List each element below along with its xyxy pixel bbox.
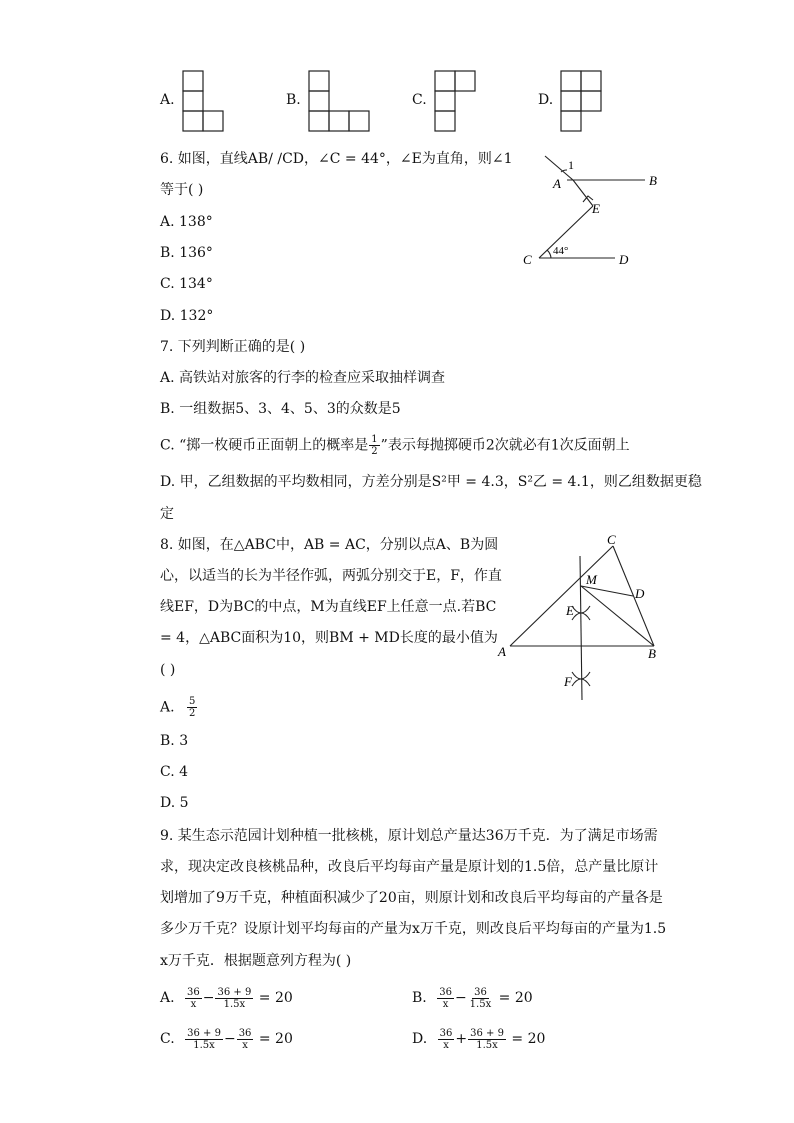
q9-option-c-frac1-num: 36 + 9 <box>187 1027 221 1039</box>
q9-option-c-frac1 <box>185 1028 223 1051</box>
q9-option-c-frac2 <box>237 1028 254 1051</box>
q6-option-b: B. 136° <box>160 245 213 261</box>
q8-stem-line4: = 4，△ABC面积为10，则BM + MD长度的最小值为 <box>160 630 498 646</box>
q8-stem-line2: 心，以适当的长为半径作弧，两弧分别交于E，F，作直 <box>160 568 502 584</box>
q8-segment-md <box>581 586 633 596</box>
q8-label-e: E <box>566 603 574 618</box>
q9-option-c-rhs: = 20 <box>258 1031 293 1047</box>
q8-option-a-fraction <box>187 696 197 719</box>
q9-stem-line3: 划增加了9万千克，种植面积减少了20亩，则原计划和改良后平均每亩的产量各是 <box>160 890 663 906</box>
q8-side-bc <box>613 546 654 646</box>
q8-label-f: F <box>564 674 572 689</box>
q9-option-a-frac2-den: 1.5x <box>223 998 246 1010</box>
q5-option-b-label: B. <box>286 92 301 108</box>
q7-option-c-fraction <box>369 434 379 457</box>
q8-option-a <box>160 696 198 719</box>
q7-option-c <box>160 434 630 457</box>
q9-option-b-frac2-den: 1.5x <box>469 998 492 1010</box>
q9-option-b-frac2 <box>468 987 494 1010</box>
q7-option-c-fraction-num: 1 <box>371 434 378 445</box>
q9-option-b-frac1-den: x <box>442 998 449 1010</box>
q9-option-c-frac2-den: x <box>242 1039 248 1051</box>
q6-option-d: D. 132° <box>160 308 214 324</box>
q5-option-c-figure <box>434 70 478 132</box>
q6-label-d: D <box>619 252 629 267</box>
q8-option-d: D. 5 <box>160 795 189 811</box>
q9-option-d-frac2-den: 1.5x <box>476 1039 498 1051</box>
q9-stem-line5: x万千克．根据题意列方程为( ) <box>160 953 352 969</box>
q7-stem: 7. 下列判断正确的是( ) <box>160 339 306 355</box>
q9-option-a-frac1-num: 36 <box>187 986 200 998</box>
q8-option-a-den: 2 <box>189 708 196 719</box>
q8-arc-f-a <box>572 679 590 686</box>
q5-option-c-label: C. <box>412 92 427 108</box>
q9-option-a-rhs: = 20 <box>258 990 293 1006</box>
q9-option-b <box>412 986 533 1010</box>
q8-option-c: C. 4 <box>160 764 189 780</box>
q9-stem-line2: 求，现决定改良核桃品种，改良后平均每亩产量是原计划的1.5倍，总产量比原计 <box>160 859 659 875</box>
q9-option-d-operator: + <box>455 1031 468 1047</box>
q9-option-c <box>160 1027 293 1051</box>
q7-option-c-pre: C. “掷一枚硬币正面朝上的概率是 <box>160 437 369 454</box>
q8-arc-f-b <box>572 672 590 679</box>
q6-stem-line2: 等于( ) <box>160 182 204 198</box>
q9-option-d-label: D. <box>412 1031 428 1047</box>
q6-option-a: A. 138° <box>160 214 213 230</box>
q8-stem-line3: 线EF，D为BC的中点，M为直线EF上任意一点.若BC <box>160 599 497 615</box>
q9-stem-line4: 多少万千克？设原计划平均每亩的产量为x万千克，则改良后平均每亩的产量为1.5 <box>160 921 667 937</box>
q8-option-b: B. 3 <box>160 733 189 749</box>
q6-label-angle: 44° <box>553 245 569 257</box>
q7-option-d-line2: 定 <box>160 506 174 522</box>
q9-stem-line1: 9. 某生态示范园计划种植一批核桃，原计划总产量达36万千克．为了满足市场需 <box>160 828 658 844</box>
q5-option-a-label: A. <box>160 92 175 108</box>
q9-option-a <box>160 986 293 1010</box>
q8-stem-line5: ( ) <box>160 662 176 678</box>
q9-option-a-frac1-den: x <box>190 998 197 1010</box>
q9-option-d-frac2-num: 36 + 9 <box>470 1027 504 1039</box>
q9-option-b-frac1 <box>437 987 454 1010</box>
q8-label-a: A <box>498 644 506 659</box>
q9-option-a-frac1 <box>185 987 202 1010</box>
q6-angle-c-arc <box>547 250 551 258</box>
q9-option-d-frac1-den: x <box>443 1039 449 1051</box>
q6-stem-line1: 6. 如图，直线AB∕ ∕CD，∠C = 44°，∠E为直角，则∠1 <box>160 151 513 167</box>
q6-label-c: C <box>523 252 532 267</box>
q9-option-a-frac2-num: 36 + 9 <box>217 986 252 998</box>
q9-option-d-frac2 <box>468 1028 506 1051</box>
q6-line-ae <box>573 180 593 206</box>
q6-label-e: E <box>592 201 600 216</box>
q6-label-b: B <box>649 173 657 188</box>
q9-option-d <box>412 1027 545 1051</box>
q7-option-c-post: ”表示每抛掷硬币2次就必有1次反面朝上 <box>380 437 630 454</box>
q9-option-b-frac1-num: 36 <box>439 986 452 998</box>
q8-label-d: D <box>635 586 645 601</box>
q8-figure <box>492 530 672 705</box>
q9-option-a-operator: − <box>202 990 215 1006</box>
q6-label-a: A <box>553 176 561 191</box>
q9-option-b-rhs: = 20 <box>498 990 533 1006</box>
q9-option-b-label: B. <box>412 990 427 1006</box>
q9-option-a-label: A. <box>160 990 175 1006</box>
q9-option-b-frac2-num: 36 <box>474 986 487 998</box>
q6-option-c: C. 134° <box>160 276 213 292</box>
q7-option-b: B. 一组数据5、3、4、5、3的众数是5 <box>160 401 401 417</box>
q7-option-a: A. 高铁站对旅客的行李的检查应采取抽样调查 <box>160 370 446 386</box>
q9-option-a-frac2 <box>215 987 253 1010</box>
q6-figure <box>515 150 665 275</box>
q9-option-c-operator: − <box>223 1031 236 1047</box>
q9-option-c-frac1-den: 1.5x <box>193 1039 215 1051</box>
q8-label-m: M <box>586 572 597 587</box>
q6-label-1: 1 <box>568 158 574 172</box>
q8-stem-line1: 8. 如图，在△ABC中，AB = AC，分别以点A、B为圆 <box>160 537 499 553</box>
q8-label-b: B <box>648 646 656 661</box>
q9-option-b-operator: − <box>454 990 467 1006</box>
q8-side-ac <box>510 546 613 646</box>
q5-option-d-label: D. <box>538 92 554 108</box>
q9-option-d-rhs: = 20 <box>511 1031 546 1047</box>
q9-option-c-frac2-num: 36 <box>238 1027 252 1039</box>
q5-option-d-figure <box>560 70 604 132</box>
q5-option-b-figure <box>308 70 372 132</box>
q5-option-a-figure <box>182 70 226 132</box>
q9-option-c-label: C. <box>160 1031 175 1047</box>
q8-option-a-label: A. <box>160 699 175 716</box>
q9-option-d-frac1 <box>438 1028 455 1051</box>
q7-option-c-fraction-den: 2 <box>371 446 378 457</box>
q7-option-d-line1: D. 甲，乙组数据的平均数相同，方差分别是S²甲 = 4.3，S²乙 = 4.1，则乙组数据更稳 <box>160 474 702 490</box>
q8-label-c: C <box>607 532 616 547</box>
q8-option-a-num: 5 <box>189 696 196 707</box>
q9-option-d-frac1-num: 36 <box>439 1027 453 1039</box>
